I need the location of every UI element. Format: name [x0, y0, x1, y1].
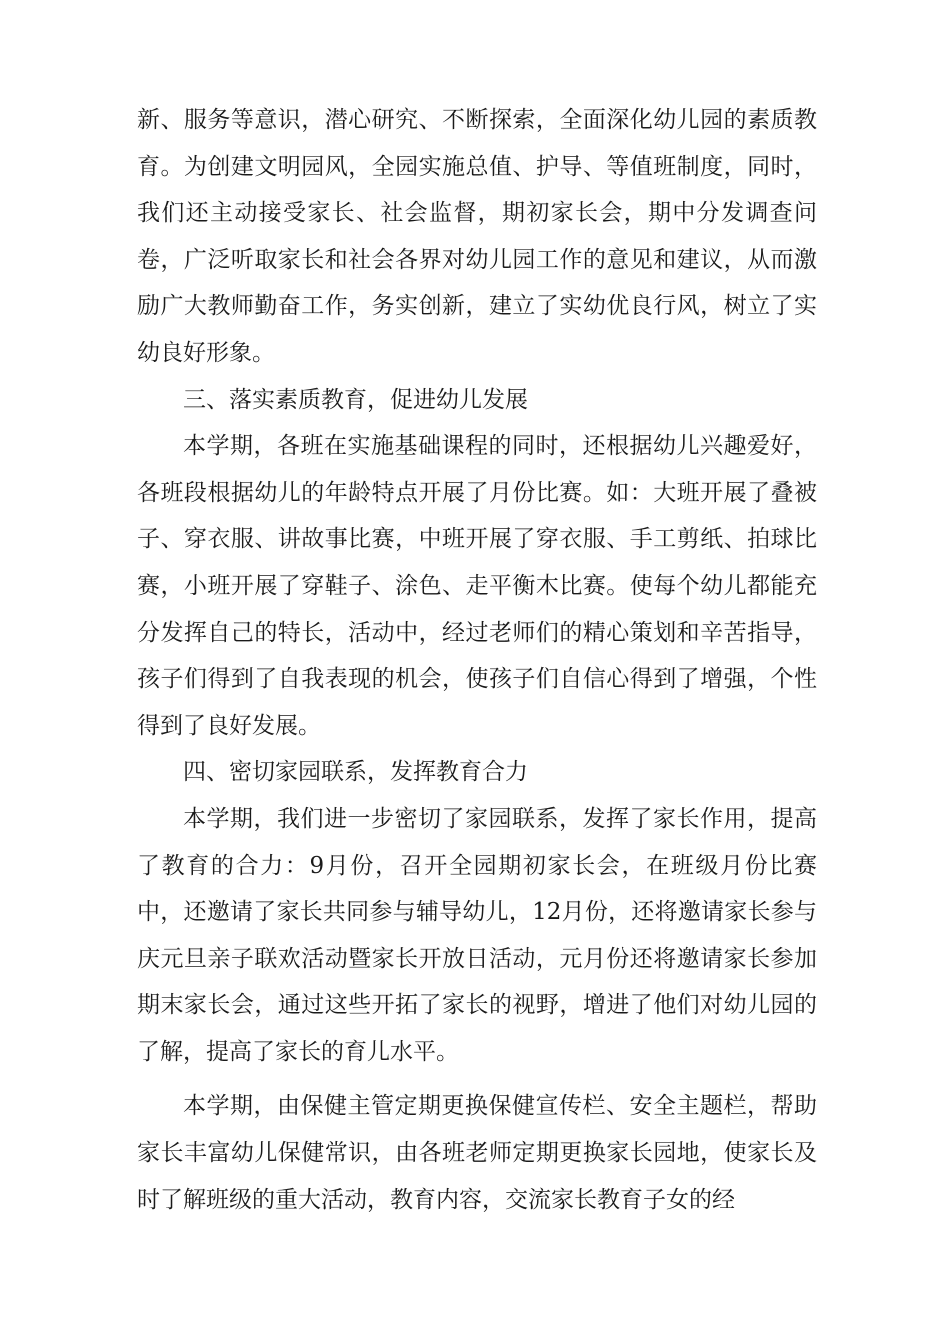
paragraph-home-school: 本学期，我们进一步密切了家园联系，发挥了家长作用，提高了教育的合力：9月份，召开全园期初家长会，在班级月份比赛中，还邀请了家长共同参与辅导幼儿，12月份，还将邀请家长参与庆元旦亲子联欢活动暨家长开放日活动，元月份还将邀请家长参加期末家长会，通过这些开拓了家长的视野，增进了他们对幼儿园的了解，提高了家长的育儿水平。: [137, 805, 817, 1065]
document-page: [137, 97, 817, 1223]
paragraph-health-care: 本学期，由保健主管定期更换保健宣传栏、安全主题栏，帮助家长丰富幼儿保健常识，由各班老师定期更换家长园地，使家长及时了解班级的重大活动，教育内容，交流家长教育子女的经: [137, 1093, 817, 1213]
paragraph-quality-education: 本学期，各班在实施基础课程的同时，还根据幼儿兴趣爱好，各班段根据幼儿的年龄特点开展了月份比赛。如：大班开展了叠被子、穿衣服、讲故事比赛，中班开展了穿衣服、手工剪纸、拍球比赛，小班开展了穿鞋子、涂色、走平衡木比赛。使每个幼儿都能充分发挥自己的特长，活动中，经过老师们的精心策划和辛苦指导，孩子们得到了自我表现的机会，使孩子们自信心得到了增强，个性得到了良好发展。: [137, 433, 817, 739]
section-heading-three: 三、落实素质教育，促进幼儿发展: [183, 386, 528, 413]
section-heading-four: 四、密切家园联系，发挥教育合力: [183, 759, 528, 786]
paragraph-continuation: 新、服务等意识，潜心研究、不断探索，全面深化幼儿园的素质教育。为创建文明园风，全园实施总值、护导、等值班制度，同时，我们还主动接受家长、社会监督，期初家长会，期中分发调查问卷，广泛听取家长和社会各界对幼儿园工作的意见和建议，从而激励广大教师勤奋工作，务实创新，建立了实幼优良行风，树立了实幼良好形象。: [137, 107, 817, 366]
